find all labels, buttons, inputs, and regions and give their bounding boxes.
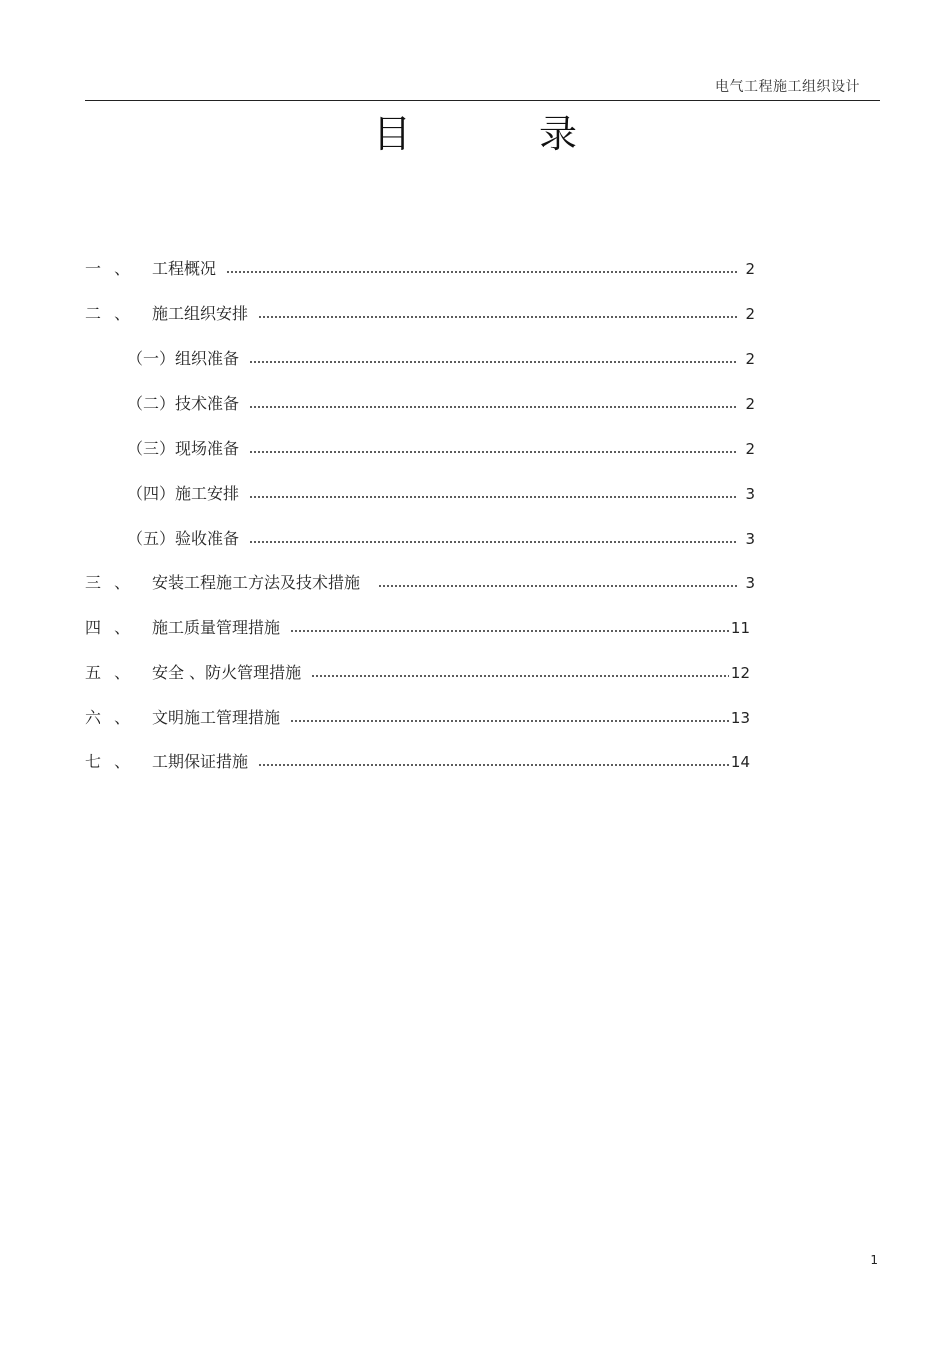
toc-entry-number: 二 、 xyxy=(85,304,135,323)
dot-leader xyxy=(249,495,737,499)
toc-entry-label: 工程概况 xyxy=(152,259,217,278)
toc-subentry[interactable] xyxy=(127,525,755,549)
toc-title-char-1: 目 xyxy=(372,112,411,156)
toc-entry-number: 六 、 xyxy=(85,708,135,727)
toc-entry[interactable] xyxy=(85,614,750,638)
toc-entry[interactable] xyxy=(85,748,750,772)
header-rule xyxy=(85,100,880,101)
toc-entry-label: 施工质量管理措施 xyxy=(152,618,281,637)
dot-leader xyxy=(249,540,737,544)
toc-title xyxy=(0,103,950,158)
dot-leader xyxy=(290,719,729,723)
toc-entry-number: 四 、 xyxy=(85,618,135,637)
running-header: 电气工程施工组织设计 xyxy=(715,79,860,95)
toc-entry-page: 3 xyxy=(745,574,755,592)
toc-entry-page: 2 xyxy=(745,395,755,413)
toc-entry-page: 12 xyxy=(730,664,750,682)
toc-title-char-2: 录 xyxy=(539,112,578,156)
dot-leader xyxy=(290,629,729,633)
toc-entry-label: 工期保证措施 xyxy=(152,752,249,771)
toc-entry[interactable] xyxy=(85,704,750,728)
toc-entry-page: 2 xyxy=(745,440,755,458)
toc-entry-label: 施工组织安排 xyxy=(152,304,249,323)
dot-leader xyxy=(258,315,737,319)
toc-entry-label: 安全 、防火管理措施 xyxy=(152,663,302,682)
toc-entry-page: 3 xyxy=(745,530,755,548)
dot-leader xyxy=(311,674,729,678)
toc-entry[interactable] xyxy=(85,659,750,683)
toc-entry-label: （五）验收准备 xyxy=(127,529,240,548)
toc-entry-page: 3 xyxy=(745,485,755,503)
toc-entry-label: 文明施工管理措施 xyxy=(152,708,281,727)
toc-subentry[interactable] xyxy=(127,435,755,459)
toc-subentry[interactable] xyxy=(127,390,755,414)
toc-entry-label: 安装工程施工方法及技术措施 xyxy=(152,573,361,592)
toc-entry-page: 2 xyxy=(745,350,755,368)
toc-entry[interactable] xyxy=(85,300,755,324)
dot-leader xyxy=(249,405,737,409)
toc-entry-number: 七 、 xyxy=(85,752,135,771)
dot-leader xyxy=(378,584,737,588)
toc-entry-label: （一）组织准备 xyxy=(127,349,240,368)
dot-leader xyxy=(249,360,737,364)
toc-entry[interactable] xyxy=(85,569,755,593)
dot-leader xyxy=(226,270,737,274)
toc-entry-page: 2 xyxy=(745,260,755,278)
toc-entry-label: （四）施工安排 xyxy=(127,484,240,503)
toc-subentry[interactable] xyxy=(127,480,755,504)
toc-entry-number: 一 、 xyxy=(85,259,135,278)
toc-entry-page: 2 xyxy=(745,305,755,323)
dot-leader xyxy=(258,763,729,767)
toc-entry-label: （二）技术准备 xyxy=(127,394,240,413)
dot-leader xyxy=(249,450,737,454)
toc-entry-label: （三）现场准备 xyxy=(127,439,240,458)
toc-entry-page: 11 xyxy=(730,619,750,637)
page-number: 1 xyxy=(870,1253,878,1267)
toc-entry-number: 三 、 xyxy=(85,573,135,592)
toc-entry[interactable] xyxy=(85,255,755,279)
toc-entry-page: 14 xyxy=(730,753,750,771)
toc-entry-number: 五 、 xyxy=(85,663,135,682)
toc-entry-page: 13 xyxy=(730,709,750,727)
toc-subentry[interactable] xyxy=(127,345,755,369)
